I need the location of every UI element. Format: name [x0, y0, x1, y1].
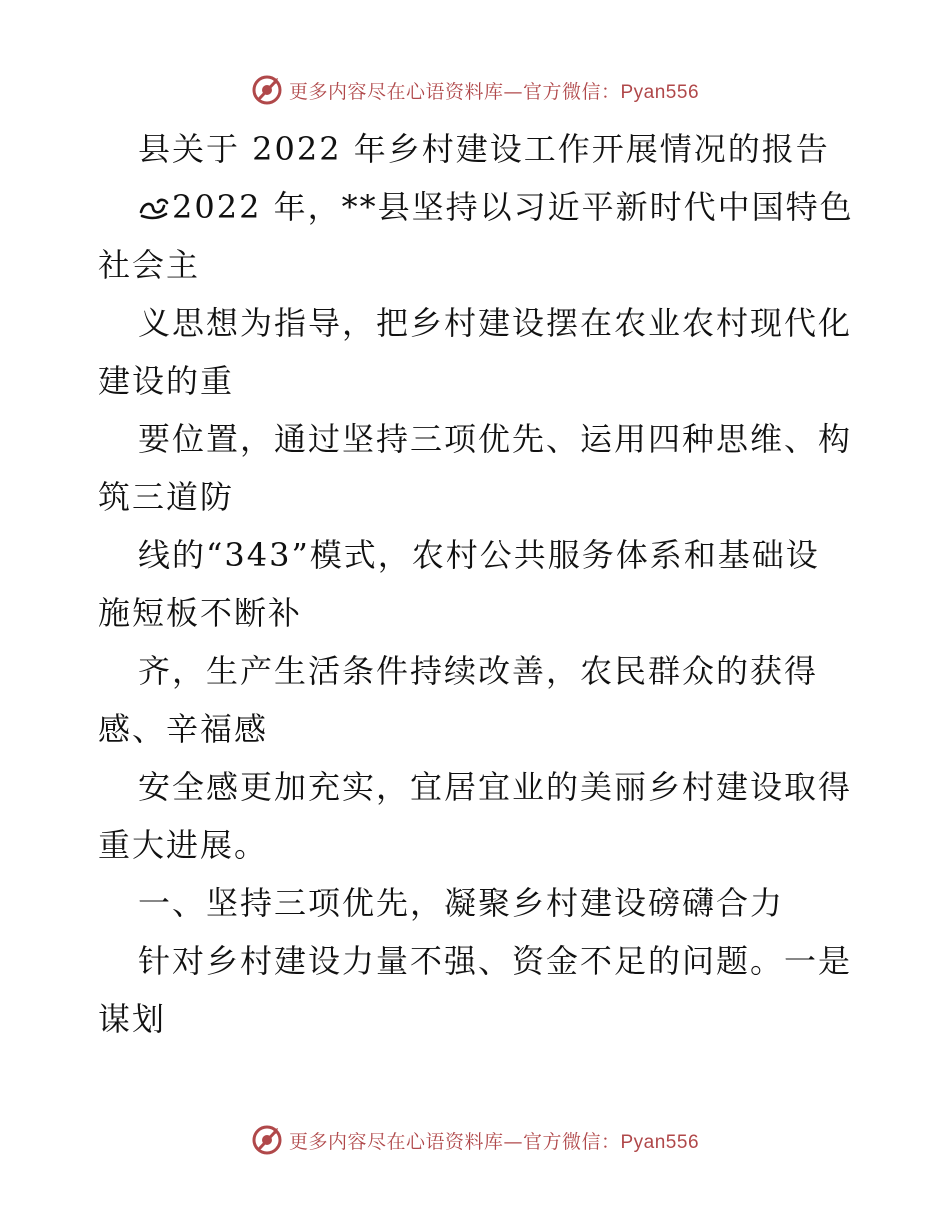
- paragraph-line: 要位置，通过坚持三项优先、运用四种思维、构: [138, 420, 853, 458]
- banner-label: 更多内容尽在心语资料库—官方微信：: [288, 1130, 621, 1153]
- seal-logo-icon: [251, 1124, 283, 1156]
- wechat-id: Pyan556: [620, 81, 700, 103]
- paragraph-line: 义思想为指导，把乡村建设摆在农业农村现代化: [138, 304, 853, 342]
- paragraph-line: 施短板不断补: [98, 594, 303, 632]
- document-title: 县关于 2022 年乡村建设工作开展情况的报告: [138, 130, 830, 168]
- paragraph-line: 线的“343”模式，农村公共服务体系和基础设: [138, 536, 820, 574]
- banner-text: [289, 1127, 699, 1154]
- paragraph-line: 筑三道防: [98, 478, 235, 516]
- footer-banner: [0, 1120, 950, 1160]
- banner-label: 更多内容尽在心语资料库—官方微信：: [288, 80, 621, 103]
- paragraph-line: 安全感更加充实，宜居宜业的美丽乡村建设取得: [138, 768, 853, 806]
- paragraph-line: 针对乡村建设力量不强、资金不足的问题。一是: [138, 942, 853, 980]
- header-banner: [0, 70, 950, 110]
- section-heading: 一、坚持三项优先，凝聚乡村建设磅礴合力: [138, 884, 785, 922]
- flourish-icon: [138, 194, 170, 222]
- banner-text: [289, 77, 699, 104]
- paragraph-line: 感、辛福感: [98, 710, 269, 748]
- paragraph-line: [98, 178, 868, 236]
- seal-logo-icon: [251, 74, 283, 106]
- paragraph-line: 谋划: [98, 1000, 167, 1038]
- wechat-id: Pyan556: [620, 1131, 700, 1153]
- document-body: [98, 120, 868, 1048]
- paragraph-line: 建设的重: [98, 362, 235, 400]
- paragraph-line: 社会主: [98, 246, 201, 284]
- paragraph-text: 2022 年，**县坚持以习近平新时代中国特色: [172, 188, 854, 226]
- paragraph-line: 重大进展。: [98, 826, 269, 864]
- paragraph-line: 齐，生产生活条件持续改善，农民群众的获得: [138, 652, 819, 690]
